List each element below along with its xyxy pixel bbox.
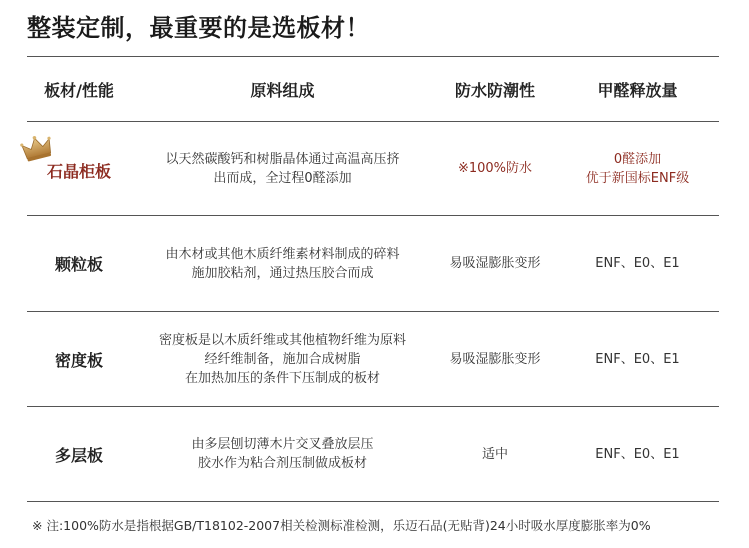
composition-line: 施加胶粘剂，通过热压胶合而成 [191, 265, 374, 281]
material-name: 石晶柜板 [46, 162, 111, 181]
formaldehyde-cell: ENF、E0、E1 [595, 446, 680, 462]
moisture-cell: 易吸湿膨胀变形 [449, 351, 541, 367]
composition-cell [131, 407, 434, 501]
composition-line: 胶水作为粘合剂压制做成板材 [197, 456, 367, 471]
formaldehyde-cell: ENF、E0、E1 [595, 256, 680, 271]
footnote: ※ 注:100%防水是指根据GB/T18102-2007相关检测标准检测，乐迈石品(无贴背)24小时吸水厚度膨胀率为0% [32, 518, 651, 533]
material-name: 密度板 [54, 350, 103, 370]
composition-line: 以天然碳酸钙和树脂晶体通过高温高压挤 [165, 151, 400, 167]
material-name: 颗粒板 [54, 255, 103, 274]
composition-cell [131, 122, 434, 215]
composition-line: 在加热加压的条件下压制成的板材 [184, 370, 380, 386]
page-title: 整装定制，最重要的是选板材！ [27, 14, 370, 42]
formaldehyde-cell [556, 122, 719, 215]
composition-cell [131, 216, 434, 311]
formaldehyde-line: 优于新国标ENF级 [585, 170, 690, 186]
composition-line: 出而成，全过程0醛添加 [213, 170, 352, 186]
moisture-cell: 易吸湿膨胀变形 [449, 256, 541, 271]
formaldehyde-line: 0醛添加 [613, 151, 662, 167]
composition-line: 由木材或其他木质纤维素材料制成的碎料 [165, 246, 400, 262]
moisture-cell: 适中 [481, 446, 508, 462]
composition-line: 经纤维制备，施加合成树脂 [204, 351, 361, 367]
moisture-cell: ※100%防水 [457, 161, 533, 176]
table-bottom-rule [27, 501, 719, 502]
composition-line: 密度板是以木质纤维或其他植物纤维为原料 [158, 332, 406, 348]
header-formaldehyde: 甲醛释放量 [597, 80, 678, 100]
header-material: 板材/性能 [44, 80, 114, 100]
header-moisture: 防水防潮性 [454, 80, 535, 100]
composition-line: 由多层刨切薄木片交叉叠放层压 [191, 437, 374, 452]
composition-cell [131, 312, 434, 406]
formaldehyde-cell: ENF、E0、E1 [595, 351, 680, 367]
material-name: 多层板 [54, 445, 103, 465]
header-composition: 原料组成 [250, 80, 315, 100]
